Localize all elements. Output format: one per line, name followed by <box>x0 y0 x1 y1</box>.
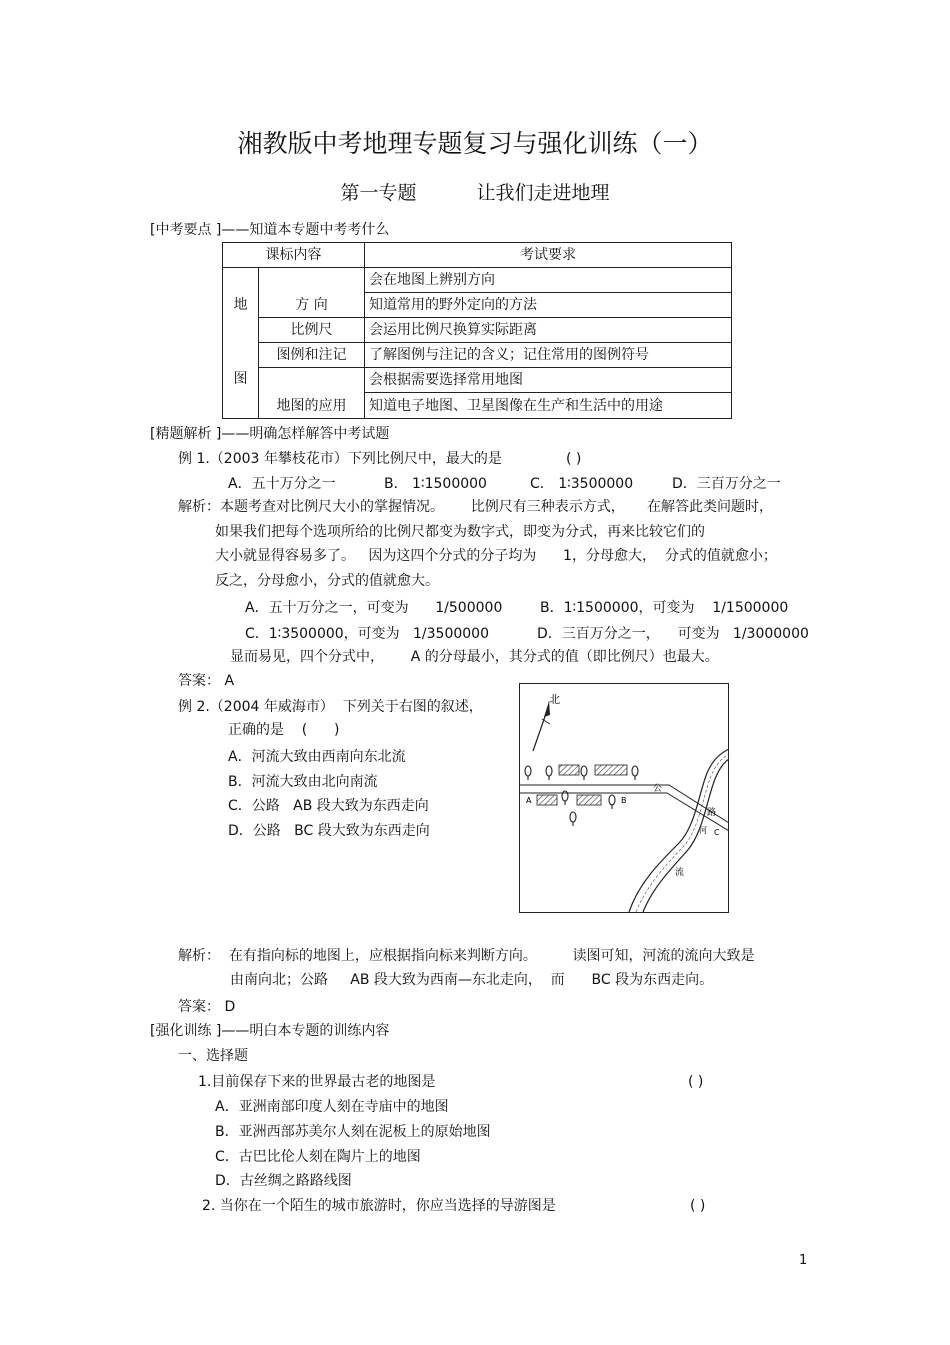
table-topic-legend: 图例和注记 <box>259 343 365 368</box>
ex1-option-a: A．五十万分之一 <box>228 476 336 492</box>
q1-option-a: A．亚洲南部印度人刻在寺庙中的地图 <box>215 1099 449 1115</box>
ex1-option-d: D．三百万分之一 <box>672 476 781 492</box>
q1-option-d: D．古丝绸之路路线图 <box>215 1173 352 1189</box>
table-req: 了解图例与注记的含义；记住常用的图例符号 <box>365 343 732 368</box>
ex2-question-line1: 例 2.（2004 年威海市） 下列关于右图的叙述， <box>178 699 483 715</box>
q2-text: 2. 当你在一个陌生的城市旅游时，你应当选择的导游图是 <box>202 1198 556 1214</box>
ex1-conversion-d: D．三百万分之一， 可变为 1/3000000 <box>537 626 809 642</box>
ex2-analysis-line1: 解析： 在有指向标的地图上，应根据指向标来判断方向。 读图可知，河流的流向大致是 <box>178 948 755 964</box>
part-one-heading: 一、选择题 <box>178 1048 248 1064</box>
table-header-content: 课标内容 <box>223 243 365 268</box>
table-req: 知道电子地图、卫星图像在生产和生活中的用途 <box>365 393 732 419</box>
ex2-analysis-line2: 由南向北；公路 AB 段大致为西南—东北走向， 而 BC 段为东西走向。 <box>230 972 714 988</box>
subtitle-part2: 让我们走进地理 <box>476 182 610 204</box>
ex2-option-a: A．河流大致由西南向东北流 <box>228 749 406 765</box>
page-number: 1 <box>799 1253 808 1268</box>
north-arrow-icon <box>533 701 550 751</box>
table-group-map <box>223 268 259 419</box>
q1-answer-paren: ( ) <box>688 1074 704 1090</box>
ex2-option-d: D．公路 BC 段大致为东西走向 <box>228 823 430 839</box>
ex1-conversion-c: C．1∶3500000，可变为 1/3500000 <box>245 626 490 642</box>
section-key-points: [中考要点 ]——知道本专题中考考什么 <box>150 222 390 238</box>
document-subtitle <box>0 180 950 206</box>
group-char-2: 图 <box>233 371 248 387</box>
ex1-analysis-line3: 大小就显得容易多了。 因为这四个分式的分子均为 1，分母愈大， 分式的值就愈小； <box>215 548 777 564</box>
group-char-1: 地 <box>233 297 248 313</box>
ex1-answer-paren: ( ) <box>566 451 582 467</box>
requirements-table <box>222 242 732 419</box>
ex2-option-b: B．河流大致由北向南流 <box>228 774 378 790</box>
ex1-conclusion: 显而易见，四个分式中， A 的分母最小，其分式的值（即比例尺）也最大。 <box>230 649 719 665</box>
ex1-analysis-line2: 如果我们把每个选项所给的比例尺都变为数字式，即变为分式，再来比较它们的 <box>215 524 705 540</box>
map-label-a: A <box>526 796 532 805</box>
map-label-north: 北 <box>549 693 560 706</box>
ex2-answer: 答案： D <box>178 999 236 1015</box>
table-req: 会在地图上辨别方向 <box>365 268 732 293</box>
ex2-question-line2: 正确的是 ( ) <box>228 722 340 738</box>
ex1-analysis-line1: 解析：本题考查对比例尺大小的掌握情况。 比例尺有三种表示方式， 在解答此类问题时， <box>178 499 773 515</box>
table-req: 会根据需要选择常用地图 <box>365 368 732 393</box>
ex1-conversion-a: A．五十万分之一，可变为 1/500000 <box>245 600 503 616</box>
map-label-gong: 公 <box>653 784 663 794</box>
map-label-liu: 流 <box>675 868 685 878</box>
ex2-map-figure <box>519 683 729 913</box>
road-icon <box>519 785 729 831</box>
map-label-he: 河 <box>699 826 707 835</box>
table-req: 会运用比例尺换算实际距离 <box>365 318 732 343</box>
q1-text: 1.目前保存下来的世界最古老的地图是 <box>198 1074 436 1090</box>
q1-option-b: B．亚洲西部苏美尔人刻在泥板上的原始地图 <box>215 1124 491 1140</box>
section-training: [强化训练 ]——明白本专题的训练内容 <box>150 1023 390 1039</box>
map-label-lu: 路 <box>707 808 717 818</box>
q2-answer-paren: ( ) <box>690 1198 706 1214</box>
section-analysis: [精题解析 ]——明确怎样解答中考试题 <box>150 426 390 442</box>
q1-option-c: C．古巴比伦人刻在陶片上的地图 <box>215 1149 421 1165</box>
ex1-option-c: C． 1∶3500000 <box>530 476 634 492</box>
ex1-conversion-b: B．1∶1500000，可变为 1/1500000 <box>540 600 789 616</box>
table-header-requirements: 考试要求 <box>365 243 732 268</box>
table-req: 知道常用的野外定向的方法 <box>365 293 732 318</box>
ex1-analysis-line4: 反之，分母愈小，分式的值就愈大。 <box>215 573 439 589</box>
table-topic-direction: 方 向 <box>259 268 365 318</box>
table-topic-scale: 比例尺 <box>259 318 365 343</box>
map-label-b: B <box>621 796 627 805</box>
ex1-option-b: B． 1∶1500000 <box>384 476 487 492</box>
ex1-question: 例 1.（2003 年攀枝花市）下列比例尺中，最大的是 <box>178 451 502 467</box>
ex2-option-c: C．公路 AB 段大致为东西走向 <box>228 798 429 814</box>
map-label-c: C <box>714 828 720 837</box>
document-title: 湘教版中考地理专题复习与强化训练（一） <box>237 129 713 158</box>
ex1-answer: 答案： A <box>178 673 235 689</box>
table-topic-application: 地图的应用 <box>259 368 365 419</box>
subtitle-part1: 第一专题 <box>340 182 417 204</box>
